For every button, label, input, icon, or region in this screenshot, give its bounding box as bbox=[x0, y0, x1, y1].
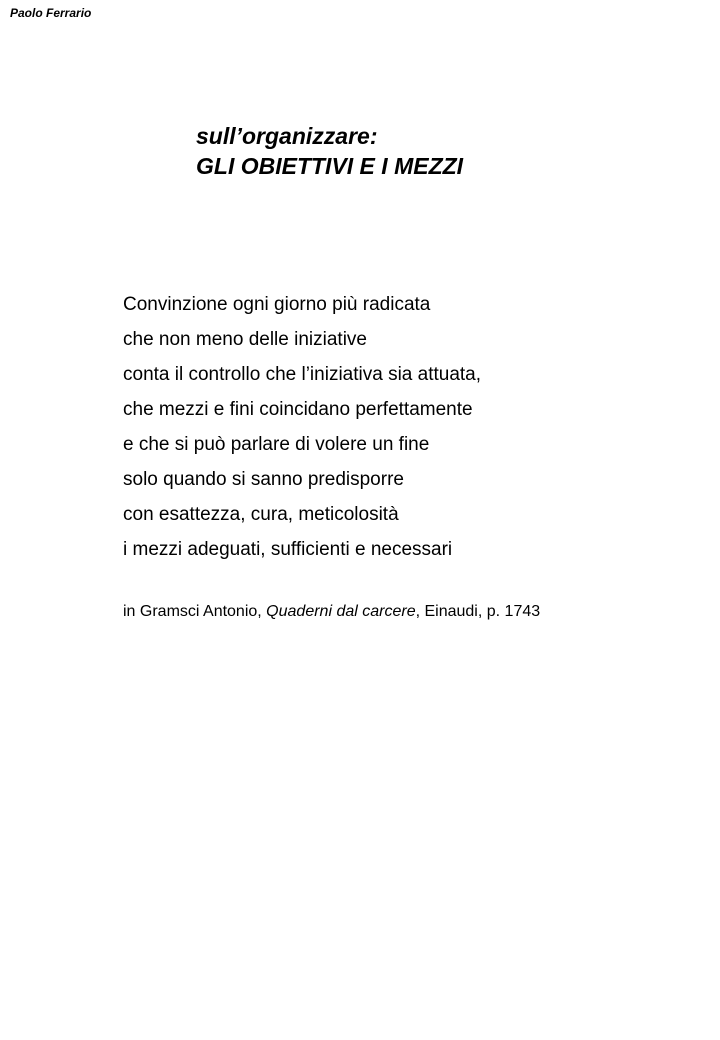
author-name: Paolo Ferrario bbox=[10, 6, 92, 20]
citation bbox=[123, 601, 540, 623]
poem-line: conta il controllo che l’iniziativa sia attuata, bbox=[123, 364, 482, 385]
document-title bbox=[196, 121, 463, 181]
poem-line: con esattezza, cura, meticolosità bbox=[123, 504, 399, 525]
title-line-1: sull’organizzare: bbox=[196, 123, 378, 149]
citation-suffix: , Einaudi, p. 1743 bbox=[415, 603, 541, 620]
title-line-2: GLI OBIETTIVI E I MEZZI bbox=[196, 153, 464, 179]
poem-line: che non meno delle iniziative bbox=[123, 329, 367, 350]
poem-line: solo quando si sanno predisporre bbox=[123, 469, 404, 490]
poem-line: e che si può parlare di volere un fine bbox=[123, 434, 430, 455]
citation-work-title: Quaderni dal carcere bbox=[266, 603, 416, 620]
poem-line: che mezzi e fini coincidano perfettamente bbox=[123, 399, 473, 420]
citation-prefix: in Gramsci Antonio, bbox=[123, 603, 267, 620]
poem-body bbox=[123, 287, 481, 567]
poem-line: Convinzione ogni giorno più radicata bbox=[123, 294, 431, 315]
poem-line: i mezzi adeguati, sufficienti e necessari bbox=[123, 539, 453, 560]
